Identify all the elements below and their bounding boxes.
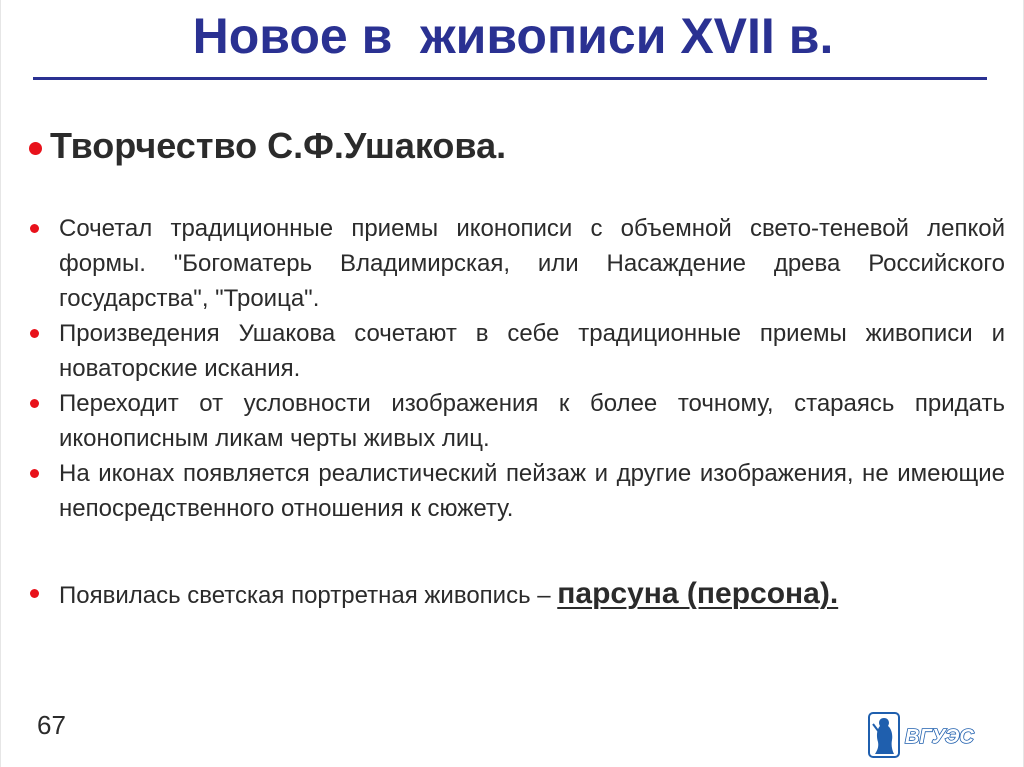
bullet-text: На иконах появляется реалистический пейзаж и другие изображения, не имеющие непосредственного отношения к сюжету. — [59, 460, 1005, 522]
bullet-item — [29, 386, 1005, 456]
subheading — [29, 124, 506, 168]
bullet-icon — [29, 142, 42, 155]
bullet-list — [29, 211, 1005, 610]
bullet-icon — [30, 329, 39, 338]
bullet-text: Переходит от условности изображения к более точному, стараясь придать иконописным ликам черты живых лиц. — [59, 390, 1005, 452]
bullet-text: Сочетал традиционные приемы иконописи с объемной свето-теневой лепкой формы. "Богоматерь Владимирская, или Насаждение древа Российского государства", "Троица". — [59, 215, 1005, 312]
slide-title: Новое в живописи XVII в. — [192, 8, 834, 64]
page-number: 67 — [37, 710, 66, 740]
title-divider — [33, 77, 987, 80]
bullet-item-parsuna — [29, 576, 1005, 613]
bullet-text: Произведения Ушакова сочетают в себе традиционные приемы живописи и новаторские искания. — [59, 320, 1005, 382]
bullet-text: Появилась светская портретная живопись – — [59, 582, 558, 609]
bullet-icon — [30, 224, 39, 233]
university-logo — [867, 710, 997, 760]
bullet-icon — [30, 589, 39, 598]
logo-text: ВГУЭС — [905, 726, 974, 748]
bullet-item — [29, 211, 1005, 316]
bullet-item — [29, 456, 1005, 526]
bullet-icon — [30, 399, 39, 408]
statue-emblem-icon — [869, 713, 899, 757]
parsuna-term: парсуна (персона). — [557, 577, 839, 610]
subheading-text: Творчество С.Ф.Ушакова. — [50, 125, 507, 166]
bullet-item — [29, 316, 1005, 386]
bullet-icon — [30, 469, 39, 478]
